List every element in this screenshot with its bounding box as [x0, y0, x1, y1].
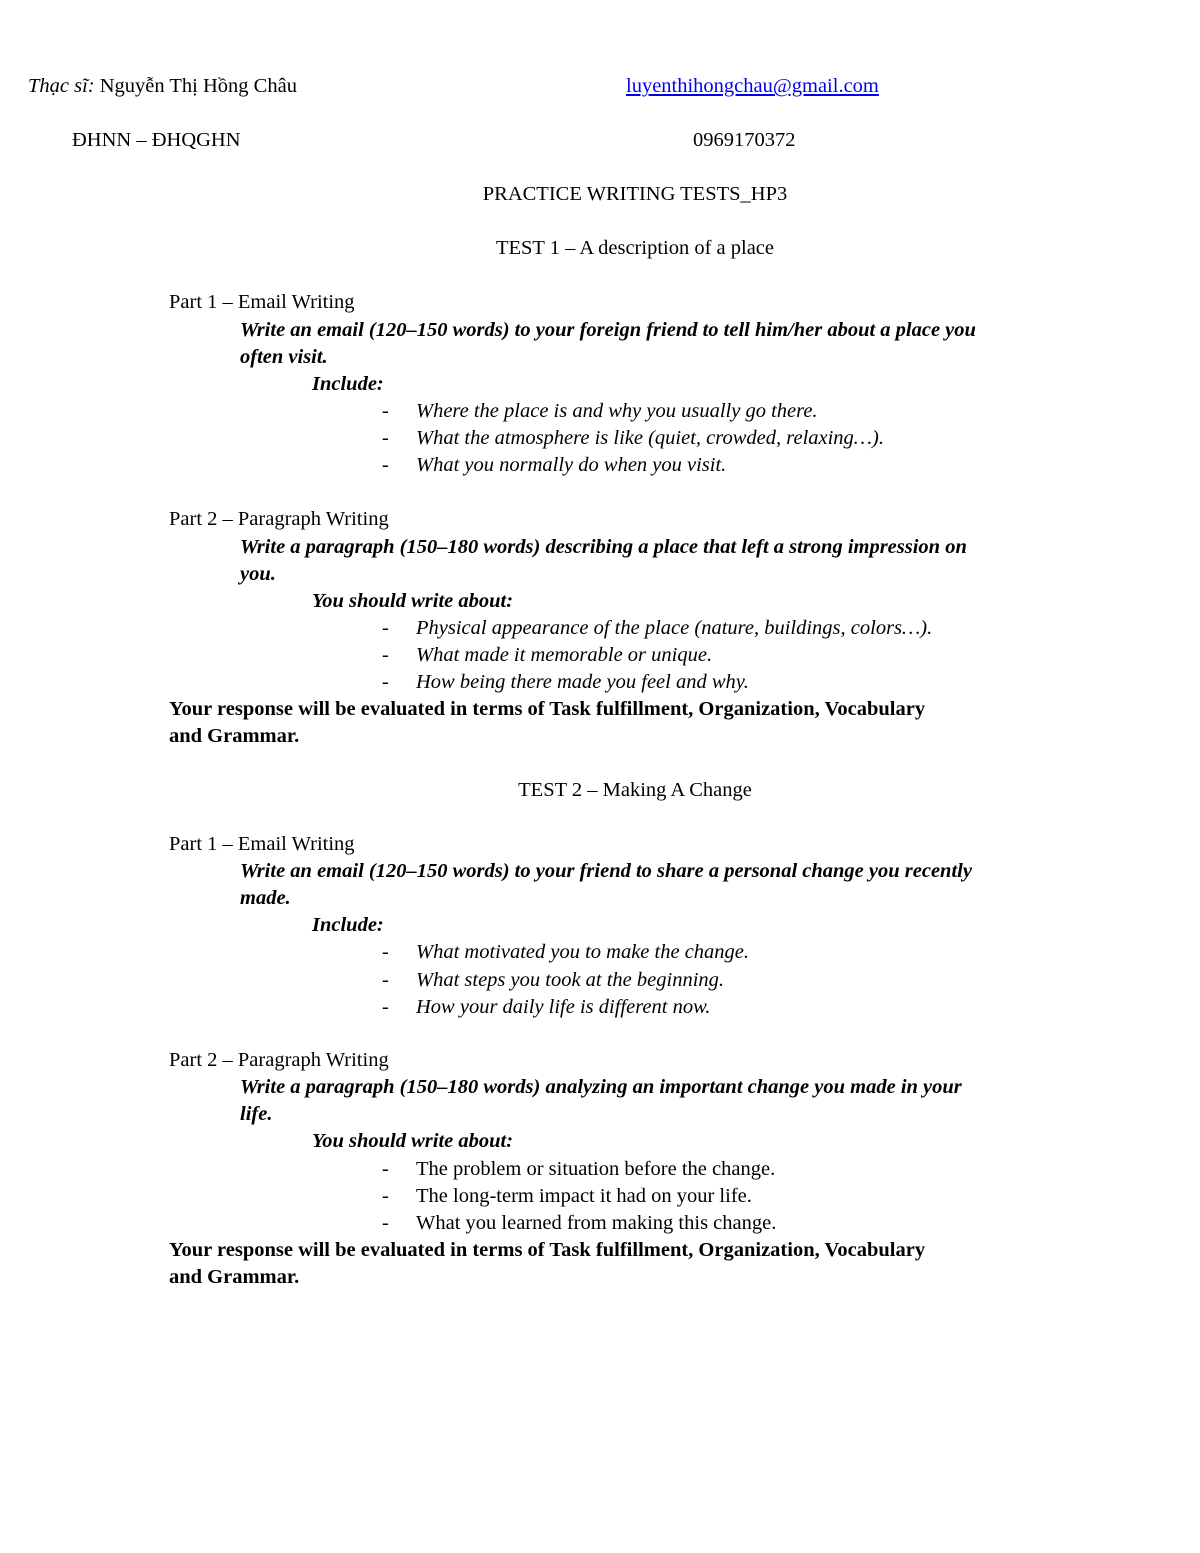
bullet-marker: - [382, 1185, 389, 1207]
title-prefix: Thạc sĩ: [28, 75, 95, 97]
bullet-marker: - [382, 996, 389, 1018]
bullet-marker: - [382, 969, 389, 991]
test2-part1-prompt-line2: made. [240, 887, 291, 909]
test2-title: TEST 2 – Making A Change [518, 779, 752, 801]
test1-part2-bullet: What made it memorable or unique. [416, 644, 713, 666]
test1-part2-bullet: How being there made you feel and why. [416, 671, 749, 693]
bullet-marker: - [382, 1158, 389, 1180]
test1-evaluation-line2: and Grammar. [169, 725, 300, 747]
institution: ĐHNN – ĐHQGHN [72, 129, 241, 151]
test1-title: TEST 1 – A description of a place [495, 237, 775, 259]
test2-part1-prompt-line1: Write an email (120–150 words) to your friend to share a personal change you recently [240, 860, 972, 882]
test1-part1-prompt-line2: often visit. [240, 346, 328, 368]
test2-part1-heading: Part 1 – Email Writing [169, 833, 355, 855]
test2-part2-prompt-line1: Write a paragraph (150–180 words) analyzing an important change you made in your [240, 1076, 962, 1098]
bullet-marker: - [382, 617, 389, 639]
test1-evaluation-line1: Your response will be evaluated in terms of Task fulfillment, Organization, Vocabulary [169, 698, 926, 720]
test1-part1-include-label: Include: [312, 373, 384, 395]
author-name: Nguyễn Thị Hồng Châu [99, 75, 297, 97]
test1-part1-bullet: Where the place is and why you usually go there. [416, 400, 818, 422]
test1-part2-prompt-line2: you. [240, 563, 276, 585]
test1-part1-bullet: What the atmosphere is like (quiet, crowded, relaxing…). [416, 427, 884, 449]
test1-part2-bullet: Physical appearance of the place (nature, buildings, colors…). [416, 617, 933, 639]
test2-evaluation-line1: Your response will be evaluated in terms of Task fulfillment, Organization, Vocabulary [169, 1239, 926, 1261]
test1-part1-bullet: What you normally do when you visit. [416, 454, 727, 476]
test1-part2-include-label: You should write about: [312, 590, 514, 612]
test2-part1-include-label: Include: [312, 914, 384, 936]
test2-part2-heading: Part 2 – Paragraph Writing [169, 1049, 389, 1071]
bullet-marker: - [382, 400, 389, 422]
document-title: PRACTICE WRITING TESTS_HP3 [482, 183, 788, 205]
test2-part1-bullet: How your daily life is different now. [416, 996, 711, 1018]
email-link[interactable]: luyenthihongchau@gmail.com [626, 75, 879, 97]
bullet-marker: - [382, 941, 389, 963]
bullet-marker: - [382, 644, 389, 666]
test2-part2-bullet: The long-term impact it had on your life. [416, 1185, 752, 1207]
bullet-marker: - [382, 427, 389, 449]
phone-number: 0969170372 [693, 129, 796, 151]
author-line [28, 76, 297, 97]
bullet-marker: - [382, 671, 389, 693]
test2-part2-bullet: The problem or situation before the change. [416, 1158, 776, 1180]
test2-part2-include-label: You should write about: [312, 1130, 514, 1152]
test2-evaluation-line2: and Grammar. [169, 1266, 300, 1288]
test1-part2-prompt-line1: Write a paragraph (150–180 words) describing a place that left a strong impression on [240, 536, 967, 558]
test2-part1-bullet: What steps you took at the beginning. [416, 969, 725, 991]
test1-part1-prompt-line1: Write an email (120–150 words) to your foreign friend to tell him/her about a place you [240, 319, 976, 341]
bullet-marker: - [382, 1212, 389, 1234]
test1-part1-heading: Part 1 – Email Writing [169, 291, 355, 313]
test2-part2-prompt-line2: life. [240, 1103, 273, 1125]
test2-part1-bullet: What motivated you to make the change. [416, 941, 750, 963]
test2-part2-bullet: What you learned from making this change. [416, 1212, 777, 1234]
test1-part2-heading: Part 2 – Paragraph Writing [169, 508, 389, 530]
bullet-marker: - [382, 454, 389, 476]
